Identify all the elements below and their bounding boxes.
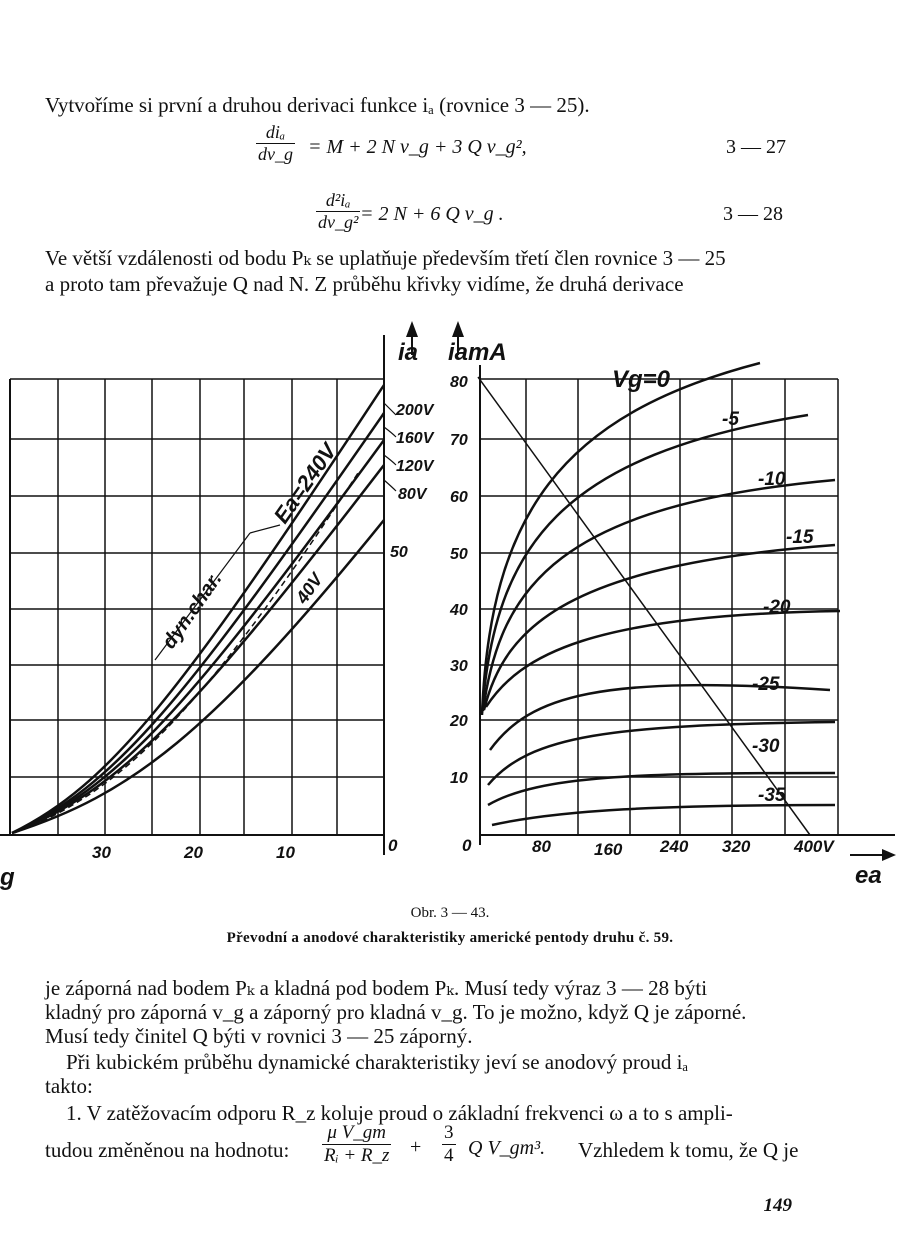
y-tick-30: 30 — [450, 658, 468, 675]
vg-label: Vg=0 — [612, 366, 671, 393]
ea-eq-label: Ea=240V — [268, 438, 342, 528]
vg-label-15: -15 — [786, 527, 814, 548]
text-line-3: a proto tam převažuje Q nad N. Z průběhu křivky vidíme, že druhá derivace — [45, 272, 684, 296]
text-line-10b: Vzhledem k tomu, že Q je — [578, 1138, 799, 1162]
formula-fraction-1 — [322, 1122, 391, 1167]
eq1-number: 3 — 27 — [726, 136, 786, 158]
right-x-tick-240: 240 — [660, 837, 689, 856]
g-label: g — [0, 864, 15, 891]
left-x-tick-30: 30 — [92, 843, 111, 862]
label-50: 50 — [390, 544, 408, 561]
text-line-7: Při kubickém průběhu dynamické charakteristiky jeví se anodový proud iₐ — [66, 1050, 689, 1074]
formula-plus: + — [410, 1136, 422, 1158]
right-x-tick-80: 80 — [532, 837, 551, 856]
eq1-denominator: dv_g — [258, 144, 293, 164]
y-tick-70: 70 — [450, 432, 468, 449]
eq2-denominator: dv_g² — [318, 212, 359, 232]
y-tick-60: 60 — [450, 489, 468, 506]
y-tick-20: 20 — [450, 713, 468, 730]
left-x-tick-20: 20 — [184, 843, 203, 862]
formula-rest: Q V_gm³. — [468, 1137, 546, 1159]
curve-40v-label: 40V — [291, 569, 327, 608]
text-line-10a: tudou změněnou na hodnotu: — [45, 1138, 290, 1162]
caption-label: Obr. 3 — 43. — [410, 905, 490, 921]
vg-label-35: -35 — [758, 785, 786, 806]
formula-fraction-2 — [442, 1122, 456, 1167]
label-120v: 120V — [396, 458, 434, 475]
label-160v: 160V — [396, 430, 434, 447]
text-line-4: je záporná nad bodem Pₖ a kladná pod bodem Pₖ. Musí tedy výraz 3 — 28 býti — [45, 976, 708, 1000]
text-line-1: Vytvoříme si první a druhou derivaci funkce iₐ (rovnice 3 — 25). — [45, 93, 590, 117]
eq2-numerator: d²iₐ — [316, 190, 360, 212]
vg-label-20: -20 — [763, 597, 791, 618]
caption-text: Převodní a anodové charakteristiky americké pentody druhu č. 59. — [226, 930, 674, 946]
text-line-8: takto: — [45, 1074, 93, 1098]
label-200v: 200V — [396, 402, 434, 419]
y-tick-50: 50 — [450, 546, 468, 563]
eq1-fraction — [256, 122, 295, 165]
ea-label: ea — [855, 862, 882, 889]
right-axis-label: iamA — [448, 339, 507, 366]
y-tick-80: 80 — [450, 374, 468, 391]
page-number: 149 — [763, 1195, 792, 1216]
figure-characteristics — [0, 315, 900, 891]
right-x-tick-320: 320 — [722, 837, 751, 856]
eq2-fraction — [316, 190, 360, 233]
eq2-number: 3 — 28 — [723, 203, 783, 225]
right-x-tick-160: 160 — [594, 840, 623, 859]
formula-fraction-2-numerator: 3 — [444, 1122, 454, 1143]
formula-fraction-2-denominator: 4 — [444, 1145, 454, 1166]
text-line-5: kladný pro záporná v_g a záporný pro kladná v_g. To je možno, když Q je záporné. — [45, 1000, 747, 1024]
vg-label-30: -30 — [752, 736, 780, 757]
formula-fraction-1-numerator: μ V_gm — [322, 1122, 391, 1145]
vg-label-10: -10 — [758, 469, 786, 490]
eq1-rhs: = M + 2 N v_g + 3 Q v_g², — [308, 136, 527, 158]
label-80v: 80V — [398, 486, 427, 503]
y-tick-10: 10 — [450, 770, 468, 787]
vg-label-25: -25 — [752, 674, 780, 695]
dyn-char-label: dyn.char. — [158, 568, 227, 653]
right-x-tick-400v: 400V — [794, 837, 834, 856]
right-x-tick-0: 0 — [462, 836, 472, 855]
text-line-6: Musí tedy činitel Q býti v rovnici 3 — 25 záporný. — [45, 1024, 473, 1048]
left-axis-label: ia — [398, 339, 419, 366]
left-x-tick-0: 0 — [388, 836, 398, 855]
left-x-tick-10: 10 — [276, 843, 295, 862]
formula-fraction-1-denominator: Rᵢ + R_z — [324, 1145, 390, 1166]
vg-label-5: -5 — [722, 409, 739, 430]
y-tick-40: 40 — [450, 602, 468, 619]
text-line-2: Ve větší vzdálenosti od bodu Pₖ se uplatňuje především třetí člen rovnice 3 — 25 — [45, 246, 726, 270]
eq2-rhs: = 2 N + 6 Q v_g . — [360, 203, 504, 225]
eq1-numerator: diₐ — [256, 122, 295, 144]
text-line-9: 1. V zatěžovacím odporu R_z koluje proud o základní frekvenci ω a to s ampli- — [66, 1101, 733, 1125]
